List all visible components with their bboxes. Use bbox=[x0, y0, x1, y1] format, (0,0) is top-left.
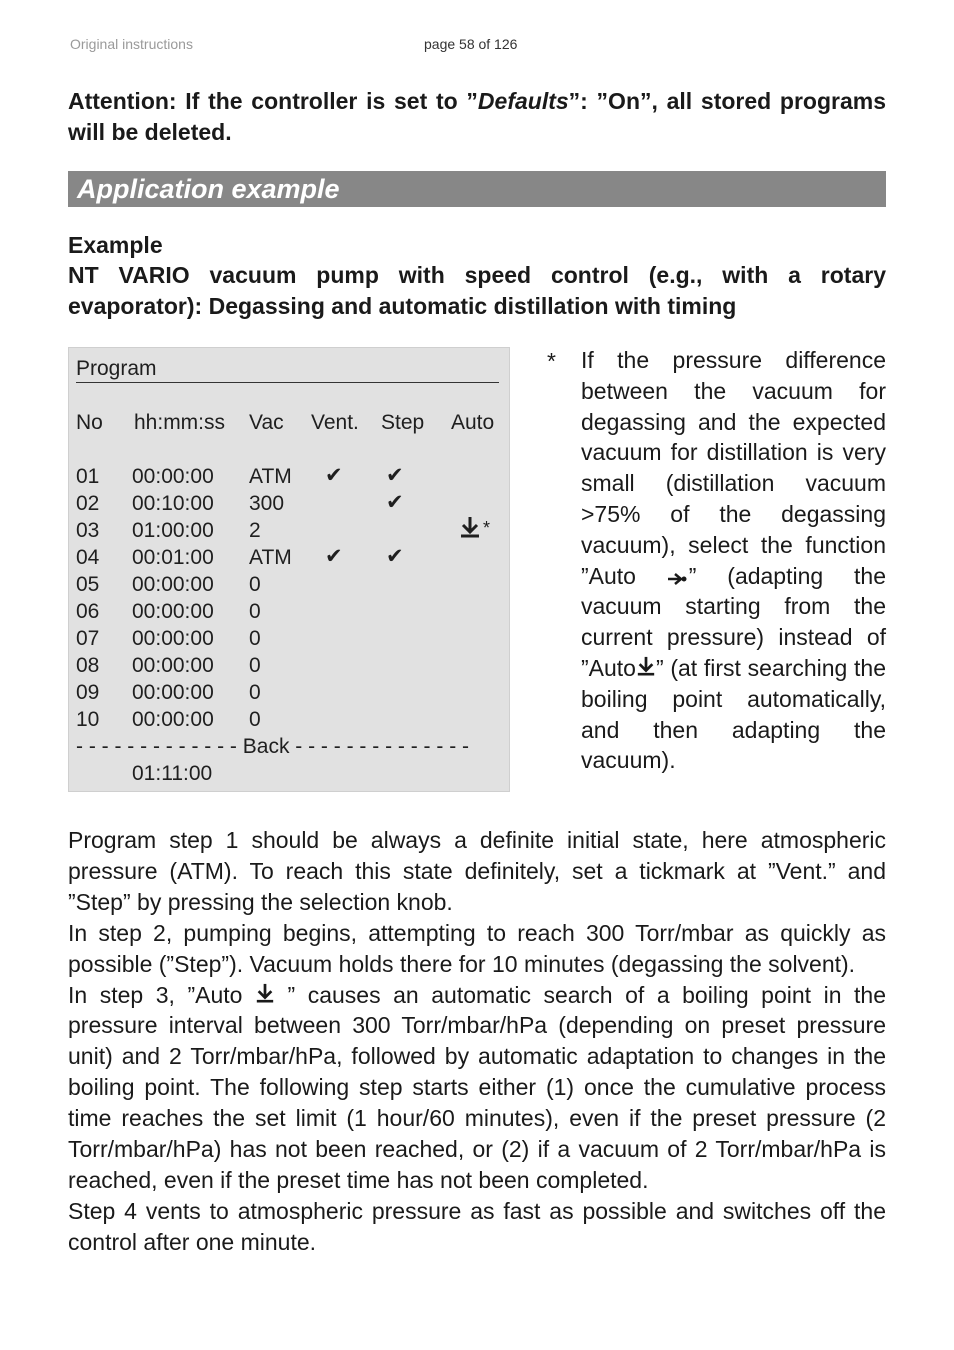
checkmark-icon: ✔ bbox=[386, 491, 404, 514]
row-time: 01:00:00 bbox=[132, 519, 214, 542]
paragraph-step2: In step 2, pumping begins, attempting to reach 300 Torr/mbar as quickly as possible (”Step”). Vacuum holds there for 10 minutes (degassing the solvent). bbox=[68, 919, 886, 977]
row-time: 00:00:00 bbox=[132, 681, 214, 704]
col-header-no: No bbox=[76, 411, 103, 434]
row-no: 04 bbox=[76, 546, 100, 569]
row-time: 00:00:00 bbox=[132, 600, 214, 623]
row-no: 10 bbox=[76, 708, 100, 731]
row-time: 00:00:00 bbox=[132, 654, 214, 677]
example-label: Example bbox=[68, 232, 163, 258]
row-time: 00:00:00 bbox=[132, 708, 214, 731]
checkmark-icon: ✔ bbox=[386, 464, 404, 487]
row-vac: ATM bbox=[249, 546, 292, 569]
row-vac: 0 bbox=[249, 627, 261, 650]
example-title: NT VARIO vacuum pump with speed control (e.g., with a rotary evaporator): Degassing and automatic distillation with timing bbox=[68, 262, 886, 319]
note-text-3: ” (at first searching the boiling point automatically, and then adapting the vacuum). bbox=[581, 654, 886, 774]
row-vac: 2 bbox=[249, 519, 261, 542]
col-header-vac: Vac bbox=[249, 411, 284, 434]
body-text bbox=[68, 825, 886, 1258]
arrow-down-to-line-icon bbox=[459, 515, 481, 539]
row-time: 00:00:00 bbox=[132, 573, 214, 596]
row-no: 06 bbox=[76, 600, 100, 623]
arrow-to-point-icon bbox=[667, 572, 689, 586]
note-asterisk: * bbox=[547, 348, 556, 374]
arrow-down-to-line-icon bbox=[255, 981, 275, 1005]
row-vac: 0 bbox=[249, 681, 261, 704]
note-text-1: If the pressure difference between the vacuum for degassing and the expected vacuum for distillation is very small (distillation vacuum >75% of the degassing vacuum), select the function ”Auto bbox=[581, 347, 886, 589]
row-time: 00:10:00 bbox=[132, 492, 214, 515]
col-header-step: Step bbox=[381, 411, 425, 434]
paragraph-step4: Step 4 vents to atmospheric pressure as fast as possible and switches off the control after one minute. bbox=[68, 1197, 886, 1255]
row-no: 08 bbox=[76, 654, 100, 677]
row-auto: * bbox=[483, 518, 491, 538]
row-vac: 300 bbox=[249, 492, 285, 515]
total-time: 01:11:00 bbox=[132, 762, 213, 785]
attention-notice bbox=[68, 86, 886, 148]
paragraph-step1: Program step 1 should be always a definite initial state, here atmospheric pressure (ATM). To reach this state definitely, set a tickmark at ”Vent.” and ”Step” by pressing the selection knob. bbox=[68, 827, 886, 915]
row-time: 00:00:00 bbox=[132, 465, 214, 488]
row-vac: 0 bbox=[249, 600, 261, 623]
paragraph-step3 bbox=[68, 980, 886, 1196]
attention-defaults: Defaults bbox=[477, 88, 569, 114]
arrow-down-to-line-icon bbox=[636, 654, 656, 678]
attention-text-1: Attention: If the controller is set to ” bbox=[68, 88, 478, 114]
row-no: 05 bbox=[76, 573, 100, 596]
paragraph-step3-b: ” causes an automatic search of a boiling point in the pressure interval between 300 Torr/mbar/hPa (depending on preset pressure unit) and 2 Torr/mbar/hPa, followed by automatic adaptation to changes in the boiling point. The following step starts either (1) once the cumulative process time reaches the set limit (1 hour/60 minutes), even if the preset pressure (2 Torr/mbar/hPa) has not been reached, or (2) if a vacuum of 2 Torr/mbar/hPa is reached, even if the preset time has not been completed. bbox=[68, 981, 887, 1193]
row-no: 02 bbox=[76, 492, 100, 515]
program-display bbox=[68, 347, 510, 792]
col-header-vent: Vent. bbox=[311, 411, 359, 434]
note-text-2: ” (adapting the vacuum starting from the current pressure) instead of ”Auto bbox=[581, 562, 886, 681]
col-header-time: hh:mm:ss bbox=[134, 411, 226, 434]
row-no: 03 bbox=[76, 519, 100, 542]
row-vac: 0 bbox=[249, 573, 261, 596]
row-vac: 0 bbox=[249, 654, 261, 677]
row-no: 01 bbox=[76, 465, 100, 488]
attention-text-2: ”: ”On”, all stored programs will be deleted. bbox=[68, 88, 887, 145]
back-line: - - - - - - - - - - - - - Back - - - - - - - - - - - - - - bbox=[76, 735, 470, 758]
document-header-label: Original instructions bbox=[70, 36, 193, 52]
row-no: 09 bbox=[76, 681, 100, 704]
section-title: Application example bbox=[77, 174, 340, 204]
checkmark-icon: ✔ bbox=[386, 545, 404, 568]
checkmark-icon: ✔ bbox=[325, 464, 343, 487]
section-header bbox=[68, 171, 886, 207]
program-title: Program bbox=[76, 357, 157, 380]
checkmark-icon: ✔ bbox=[325, 545, 343, 568]
row-time: 00:01:00 bbox=[132, 546, 214, 569]
page-number: page 58 of 126 bbox=[424, 36, 518, 52]
note-text bbox=[581, 345, 886, 776]
row-vac: ATM bbox=[249, 465, 292, 488]
col-header-auto: Auto bbox=[451, 411, 495, 434]
row-time: 00:00:00 bbox=[132, 627, 214, 650]
program-divider bbox=[76, 382, 499, 383]
row-vac: 0 bbox=[249, 708, 261, 731]
paragraph-step3-a: In step 3, ”Auto bbox=[68, 981, 255, 1008]
row-no: 07 bbox=[76, 627, 100, 650]
